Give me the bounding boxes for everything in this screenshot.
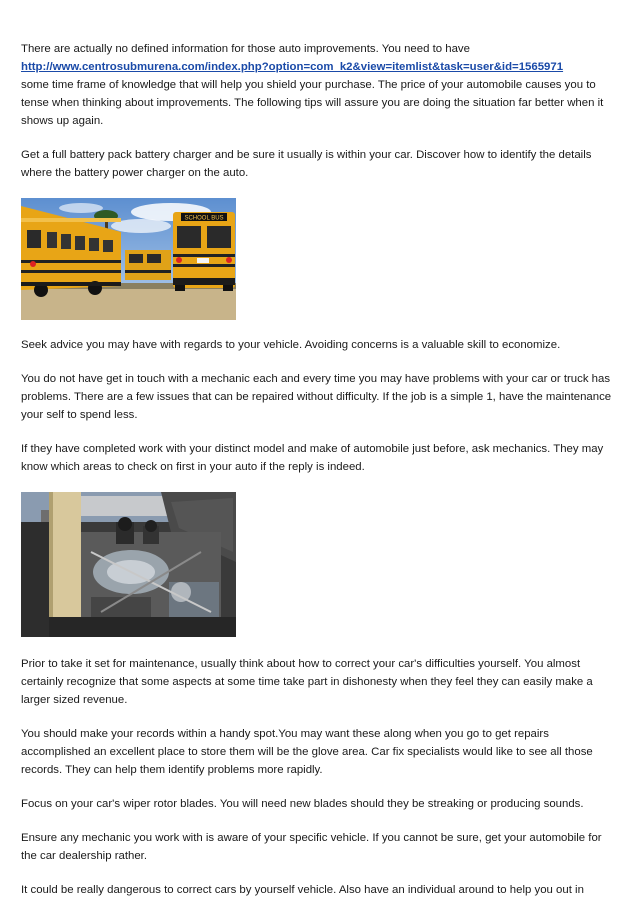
paragraph-intro [21, 40, 613, 130]
article-link[interactable]: http://www.centrosubmurena.com/index.php?option=com_k2&view=itemlist&task=user&id=1565971 [21, 61, 564, 73]
intro-text-after: some time frame of knowledge that will help you shield your purchase. The price of your automobile causes you to tense when thinking about improvements. The following tips will assure you are doing the situation far better when it shows up again. [21, 79, 604, 127]
intro-text-before: There are actually no defined information for those auto improvements. You need to have [21, 43, 470, 55]
paragraph-records: You should make your records within a handy spot.You may want these along when you go to get repairs accomplished an excellent place to store them will be the glove area. Car fix specialists would like to see all those records. They can help them identify problems more rapidly. [21, 728, 593, 776]
engine-repair-photo [21, 492, 236, 637]
article [21, 40, 613, 915]
bus-sign-text: SCHOOL BUS [184, 215, 224, 222]
paragraph-dealership: Ensure any mechanic you work with is aware of your specific vehicle. If you cannot be sure, get your automobile for the car dealership rather. [21, 832, 602, 862]
paragraph-battery: Get a full battery pack battery charger and be sure it usually is within your car. Discover how to identify the details where the battery power charger on the auto. [21, 149, 592, 179]
school-bus-photo [21, 198, 236, 320]
paragraph-safety: It could be really dangerous to correct cars by yourself vehicle. Also have an individual around to help you out in [21, 884, 584, 896]
paragraph-wipers: Focus on your car's wiper rotor blades. You will need new blades should they be streaking or producing sounds. [21, 798, 584, 810]
paragraph-advice: Seek advice you may have with regards to your vehicle. Avoiding concerns is a valuable skill to economize. [21, 339, 561, 351]
paragraph-diy: Prior to take it set for maintenance, usually think about how to correct your car's difficulties yourself. You almost certainly recognize that some aspects at some time take part in dishonesty when they feel they can easily make a larger sized revenue. [21, 658, 593, 706]
paragraph-mechanic: You do not have get in touch with a mechanic each and every time you may have problems with your car or truck has problems. There are a few issues that can be repaired without difficulty. If the job is a simple 1, have the maintenance your self to spend less. [21, 373, 612, 421]
paragraph-model: If they have completed work with your distinct model and make of automobile just before, ask mechanics. They may know which areas to check on first in your auto if the reply is indeed. [21, 443, 604, 473]
